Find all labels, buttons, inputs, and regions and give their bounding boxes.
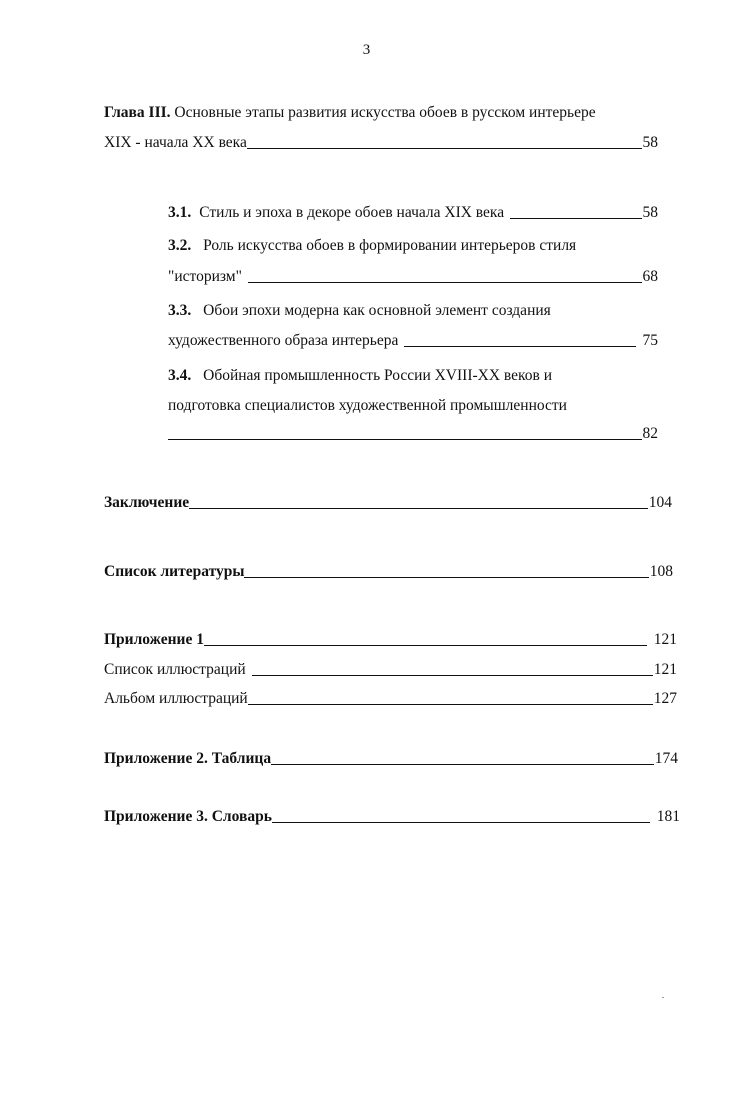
toc-appendix3 (104, 808, 680, 826)
appendix2-page: 174 (654, 750, 678, 767)
toc-section-3-3-heading (168, 302, 551, 320)
leader-line (204, 645, 647, 646)
section-number: 3.3. (168, 302, 192, 319)
toc-section-3-1 (168, 204, 658, 222)
appendix1-item-title: Альбом иллюстраций (104, 690, 248, 707)
leader-line (510, 218, 641, 219)
toc-section-3-3 (168, 332, 658, 350)
toc-appendix1-item-illustrations-album (104, 690, 677, 708)
appendix1-title: Приложение 1 (104, 631, 204, 648)
appendix3-title: Приложение 3. Словарь (104, 808, 272, 825)
chapter3-title-line1: Основные этапы развития искусства обоев в русском интерьере (174, 104, 596, 121)
chapter3-title-line2: XIX - начала XX века (104, 134, 247, 151)
page-number: 3 (362, 42, 371, 58)
section-title: Обои эпохи модерна как основной элемент создания (203, 302, 551, 319)
section-page: 58 (642, 204, 658, 221)
leader-line (247, 148, 642, 149)
section-number: 3.2. (168, 237, 192, 254)
toc-bibliography (104, 563, 673, 581)
leader-line (248, 282, 642, 283)
toc-section-3-2-heading (168, 237, 576, 255)
conclusion-title: Заключение (104, 494, 190, 511)
section-title-line2: "историзм" (168, 268, 242, 285)
section-page: 68 (642, 268, 658, 285)
chapter3-page: 58 (642, 134, 658, 151)
leader-line (168, 439, 642, 440)
leader-line (189, 508, 648, 509)
appendix1-item-title: Список иллюстраций (104, 661, 246, 678)
chapter3-label: Глава III. (104, 104, 171, 121)
toc-chapter3-entry (104, 134, 658, 152)
toc-section-3-2 (168, 268, 658, 286)
section-title-line2: художественного образа интерьера (168, 332, 399, 349)
section-title-line2: подготовка специалистов художественной промышленности (168, 397, 567, 414)
section-title: Стиль и эпоха в декоре обоев начала XIX века (199, 204, 505, 221)
bibliography-title: Список литературы (104, 563, 245, 580)
leader-line (271, 764, 654, 765)
toc-appendix1-item-illustrations-list (104, 661, 677, 679)
leader-line (252, 675, 653, 676)
section-page: 75 (642, 332, 658, 349)
section-number: 3.1. (168, 204, 192, 221)
section-page: 82 (642, 425, 658, 442)
toc-section-3-4-line2 (168, 397, 567, 415)
section-title: Роль искусства обоев в формировании интерьеров стиля (203, 237, 577, 254)
appendix3-page: 181 (656, 808, 680, 825)
toc-section-3-4 (168, 425, 658, 443)
section-number: 3.4. (168, 367, 192, 384)
appendix1-item-page: 127 (653, 690, 677, 707)
bibliography-page: 108 (649, 563, 673, 580)
leader-line (248, 704, 653, 705)
toc-appendix2 (104, 750, 678, 768)
appendix1-page: 121 (653, 631, 677, 648)
scan-speck (662, 997, 664, 998)
section-title: Обойная промышленность России XVIII-XX веков и (203, 367, 553, 384)
leader-line (404, 346, 635, 347)
appendix1-item-page: 121 (653, 661, 677, 678)
conclusion-page: 104 (648, 494, 672, 511)
leader-line (244, 577, 648, 578)
toc-appendix1 (104, 631, 677, 649)
toc-chapter3-heading (104, 104, 596, 122)
toc-conclusion (104, 494, 672, 512)
leader-line (272, 822, 650, 823)
appendix2-title: Приложение 2. Таблица (104, 750, 272, 767)
toc-section-3-4-heading (168, 367, 552, 385)
